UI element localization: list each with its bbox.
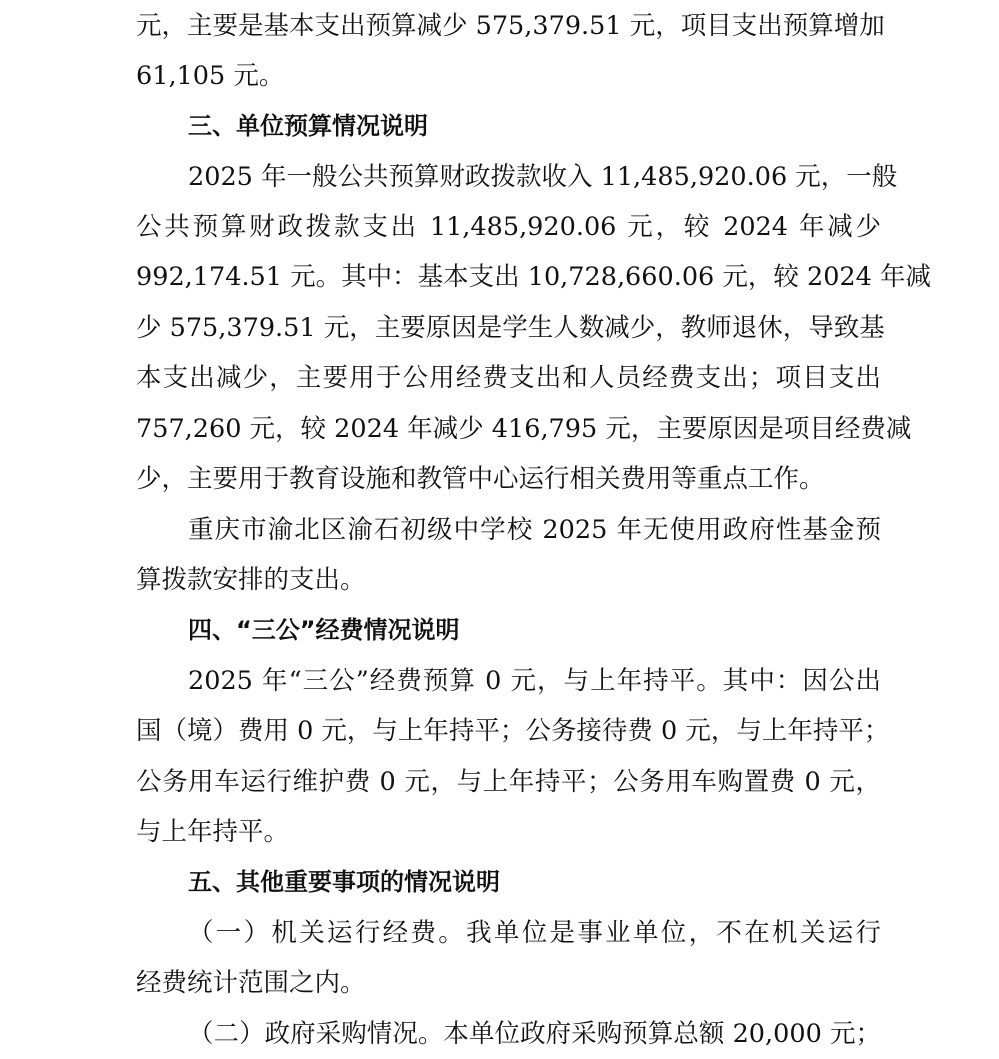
paragraph-line: 重庆市渝北区渝石初级中学校 2025 年无使用政府性基金预 — [188, 515, 881, 545]
section-heading-3: 三、单位预算情况说明 — [188, 112, 428, 140]
paragraph-line: 国（境）费用 0 元，与上年持平；公务接待费 0 元，与上年持平； — [136, 716, 890, 746]
section-heading-4: 四、“三公”经费情况说明 — [188, 616, 460, 644]
paragraph-line: 算拨款安排的支出。 — [136, 565, 366, 595]
paragraph-line: （二）政府采购情况。本单位政府采购预算总额 20,000 元； — [188, 1019, 881, 1049]
section-heading-5: 五、其他重要事项的情况说明 — [188, 868, 500, 896]
paragraph-line: 公务用车运行维护费 0 元，与上年持平；公务用车购置费 0 元， — [136, 767, 881, 797]
paragraph-line: 2025 年一般公共预算财政拨款收入 11,485,920.06 元，一般 — [188, 162, 898, 192]
paragraph-line: 少 575,379.51 元，主要原因是学生人数减少，教师退休，导致基 — [136, 313, 885, 343]
paragraph-line: 公共预算财政拨款支出 11,485,920.06 元，较 2024 年减少 — [136, 212, 881, 242]
paragraph-line: 本支出减少，主要用于公用经费支出和人员经费支出；项目支出 — [136, 363, 881, 393]
paragraph-line: 757,260 元，较 2024 年减少 416,795 元，主要原因是项目经费减 — [136, 414, 912, 444]
paragraph-line: 少，主要用于教育设施和教管中心运行相关费用等重点工作。 — [136, 464, 825, 494]
paragraph-line: 经费统计范围之内。 — [136, 968, 366, 998]
paragraph-line: 2025 年“三公”经费预算 0 元，与上年持平。其中：因公出 — [188, 666, 881, 696]
paragraph-line: 992,174.51 元。其中：基本支出 10,728,660.06 元，较 2024 年减 — [136, 262, 931, 292]
paragraph-line: （一）机关运行经费。我单位是事业单位，不在机关运行 — [188, 918, 881, 948]
paragraph-line: 与上年持平。 — [136, 817, 290, 847]
paragraph-line: 61,105 元。 — [136, 61, 285, 91]
paragraph-line: 元，主要是基本支出预算减少 575,379.51 元，项目支出预算增加 — [136, 11, 885, 41]
